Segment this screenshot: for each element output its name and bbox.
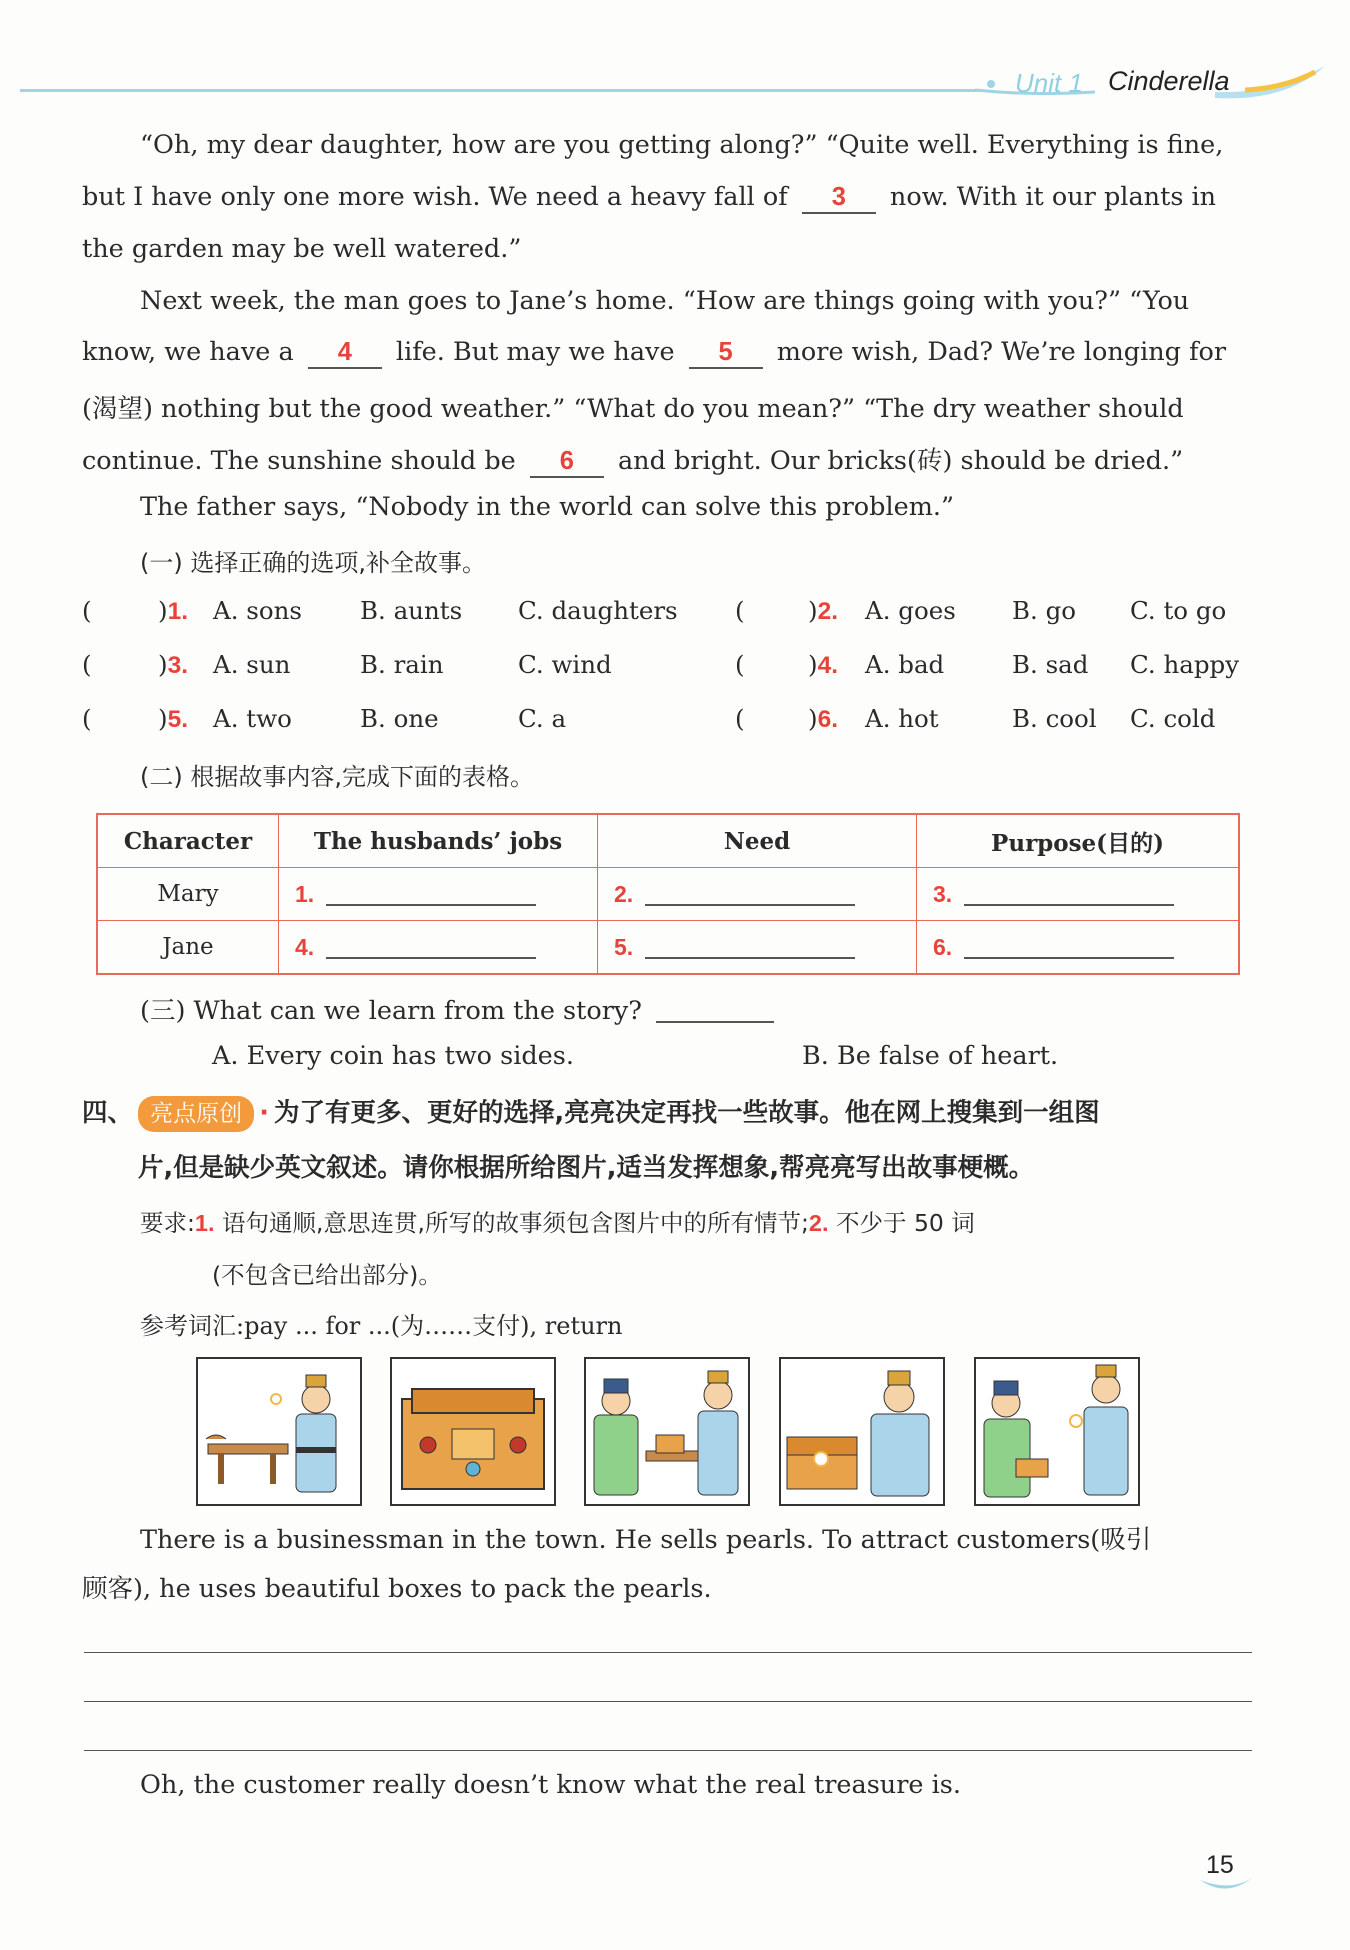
- cell-number: 2.: [614, 880, 634, 907]
- story-start-line: There is a businessman in the town. He sells pearls. To attract customers(吸引: [140, 1525, 1152, 1555]
- picture-1-merchant-pearl: [196, 1357, 362, 1506]
- option-a: A. goes: [865, 596, 956, 625]
- option-a: A. hot: [865, 704, 939, 733]
- blank-number: 3: [831, 183, 846, 211]
- question-4: (: [735, 650, 745, 679]
- writing-line[interactable]: [84, 1701, 1252, 1702]
- option-b: B. cool: [1012, 704, 1097, 733]
- option-c: C. wind: [518, 650, 612, 679]
- cell-number: 6.: [933, 933, 953, 960]
- part1-heading: (一) 选择正确的选项,补全故事。: [140, 549, 486, 577]
- unit-title: Cinderella: [1108, 66, 1230, 96]
- story-start-line: 顾客), he uses beautiful boxes to pack the pearls.: [82, 1574, 712, 1604]
- blank-number: 5: [718, 338, 733, 366]
- column-header: The husbands’ jobs: [279, 814, 598, 868]
- blank-5: [689, 337, 763, 369]
- table-row: [97, 868, 1239, 921]
- answer-line[interactable]: [964, 882, 1174, 906]
- story-table: [96, 813, 1240, 975]
- table-header-row: [97, 814, 1239, 868]
- story-line: the garden may be well watered.”: [82, 234, 522, 264]
- answer-cell[interactable]: [598, 921, 917, 975]
- story-text: know, we have a: [82, 337, 294, 367]
- header-rule: [20, 89, 980, 92]
- question-1-number: )1.: [158, 596, 188, 625]
- column-header: Character: [97, 814, 279, 868]
- part2-heading: (二) 根据故事内容,完成下面的表格。: [140, 763, 534, 791]
- story-line: The father says, “Nobody in the world can solve this problem.”: [140, 492, 955, 522]
- story-line: (渴望) nothing but the good weather.” “What do you mean?” “The dry weather should: [82, 394, 1184, 424]
- cell-number: 5.: [614, 933, 634, 960]
- character-name: Mary: [97, 868, 279, 921]
- question-6: (: [735, 704, 745, 733]
- section4-instruction-cont: 片,但是缺少英文叙述。请你根据所给图片,适当发挥想象,帮亮亮写出故事梗概。: [138, 1153, 1035, 1183]
- unit-label: Unit 1: [1015, 68, 1083, 98]
- question-number: 4.: [817, 652, 838, 679]
- option-c: C. happy: [1130, 650, 1240, 679]
- question-6-number: )6.: [808, 704, 838, 733]
- option-b: B. one: [360, 704, 439, 733]
- answer-cell[interactable]: [279, 921, 598, 975]
- answer-cell[interactable]: [279, 868, 598, 921]
- picture-3-customer-buys: [584, 1357, 750, 1506]
- question-3: (: [82, 650, 92, 679]
- req-label: 要求:: [140, 1209, 195, 1237]
- question-number: 3.: [167, 652, 188, 679]
- character-name: Jane: [97, 921, 279, 975]
- option-c: C. cold: [1130, 704, 1216, 733]
- req-number: 1.: [194, 1210, 215, 1236]
- answer-line[interactable]: [645, 935, 855, 959]
- answer-line[interactable]: [326, 935, 536, 959]
- question-2: (: [735, 596, 745, 625]
- question-5: (: [82, 704, 92, 733]
- blank-4: [308, 337, 382, 369]
- original-badge: 亮点原创: [138, 1096, 254, 1132]
- option-b: B. go: [1012, 596, 1077, 625]
- story-text: and bright. Our bricks(砖) should be dried.”: [617, 446, 1184, 476]
- answer-line[interactable]: [645, 882, 855, 906]
- part3-question: [140, 991, 780, 1027]
- story-line: Next week, the man goes to Jane’s home. “How are things going with you?” “You: [140, 286, 1190, 316]
- req-text: 不少于 50 词: [835, 1209, 975, 1237]
- option-a: A. sons: [213, 596, 302, 625]
- answer-cell[interactable]: [917, 921, 1240, 975]
- blank-number: 4: [337, 338, 352, 366]
- page-number: 15: [1206, 1851, 1234, 1879]
- picture-4-open-box: [779, 1357, 945, 1506]
- writing-line[interactable]: [84, 1652, 1252, 1653]
- answer-line[interactable]: [326, 882, 536, 906]
- story-line: [82, 182, 1216, 214]
- question-3-number: )3.: [158, 650, 188, 679]
- page-swoosh-icon: [1196, 1876, 1256, 1896]
- story-text: continue. The sunshine should be: [82, 446, 516, 476]
- cell-number: 3.: [933, 880, 953, 907]
- story-text: now. With it our plants in: [889, 182, 1217, 212]
- requirements-cont: (不包含已给出部分)。: [212, 1261, 442, 1289]
- option-a: A. sun: [213, 650, 291, 679]
- instruction-text: 为了有更多、更好的选择,亮亮决定再找一些故事。他在网上搜集到一组图: [273, 1098, 1100, 1128]
- question-5-number: )5.: [158, 704, 188, 733]
- option-c: C. a: [518, 704, 567, 733]
- req-text: 语句通顺,意思连贯,所写的故事须包含图片中的所有情节;: [222, 1209, 809, 1237]
- option-a: A. two: [213, 704, 292, 733]
- part3-option-a: A. Every coin has two sides.: [212, 1041, 574, 1071]
- column-header: Purpose(目的): [917, 814, 1240, 868]
- question-1: (: [82, 596, 92, 625]
- question-number: 2.: [817, 598, 838, 625]
- writing-line[interactable]: [84, 1750, 1252, 1751]
- section4-instruction: [82, 1093, 1100, 1132]
- part3-answer-blank[interactable]: [656, 997, 774, 1023]
- blank-3: [802, 182, 876, 214]
- req-number: 2.: [808, 1210, 829, 1236]
- column-header: Need: [598, 814, 917, 868]
- story-line: [82, 337, 1226, 369]
- section-number: 四、: [82, 1098, 134, 1128]
- option-c: C. to go: [1130, 596, 1227, 625]
- story-line: [82, 441, 1183, 478]
- requirements: [140, 1204, 975, 1238]
- question-number: 1.: [167, 598, 188, 625]
- picture-2-jewel-box: [390, 1357, 556, 1506]
- part3-text: (三) What can we learn from the story?: [140, 996, 642, 1026]
- option-a: A. bad: [865, 650, 945, 679]
- cell-number: 1.: [295, 880, 315, 907]
- cell-number: 4.: [295, 933, 315, 960]
- blank-number: 6: [559, 447, 574, 475]
- blank-6: [530, 446, 604, 478]
- story-end-line: Oh, the customer really doesn’t know what the real treasure is.: [140, 1770, 961, 1800]
- option-c: C. daughters: [518, 596, 678, 625]
- question-number: 5.: [167, 706, 188, 733]
- story-text: life. But may we have: [395, 337, 675, 367]
- option-b: B. rain: [360, 650, 444, 679]
- option-b: B. aunts: [360, 596, 463, 625]
- question-4-number: )4.: [808, 650, 838, 679]
- story-text: but I have only one more wish. We need a heavy fall of: [82, 182, 788, 212]
- option-b: B. sad: [1012, 650, 1089, 679]
- answer-cell[interactable]: [917, 868, 1240, 921]
- answer-cell[interactable]: [598, 868, 917, 921]
- vocabulary: 参考词汇:pay ... for ...(为……支付), return: [140, 1312, 623, 1340]
- part3-option-b: B. Be false of heart.: [802, 1041, 1059, 1071]
- story-text: more wish, Dad? We’re longing for: [776, 337, 1227, 367]
- picture-5-return-pearl: [974, 1357, 1140, 1506]
- table-row: [97, 921, 1239, 975]
- question-number: 6.: [817, 706, 838, 733]
- question-2-number: )2.: [808, 596, 838, 625]
- story-line: “Oh, my dear daughter, how are you getting along?” “Quite well. Everything is fine,: [140, 130, 1224, 160]
- badge-dot-icon: ·: [259, 1098, 269, 1128]
- answer-line[interactable]: [964, 935, 1174, 959]
